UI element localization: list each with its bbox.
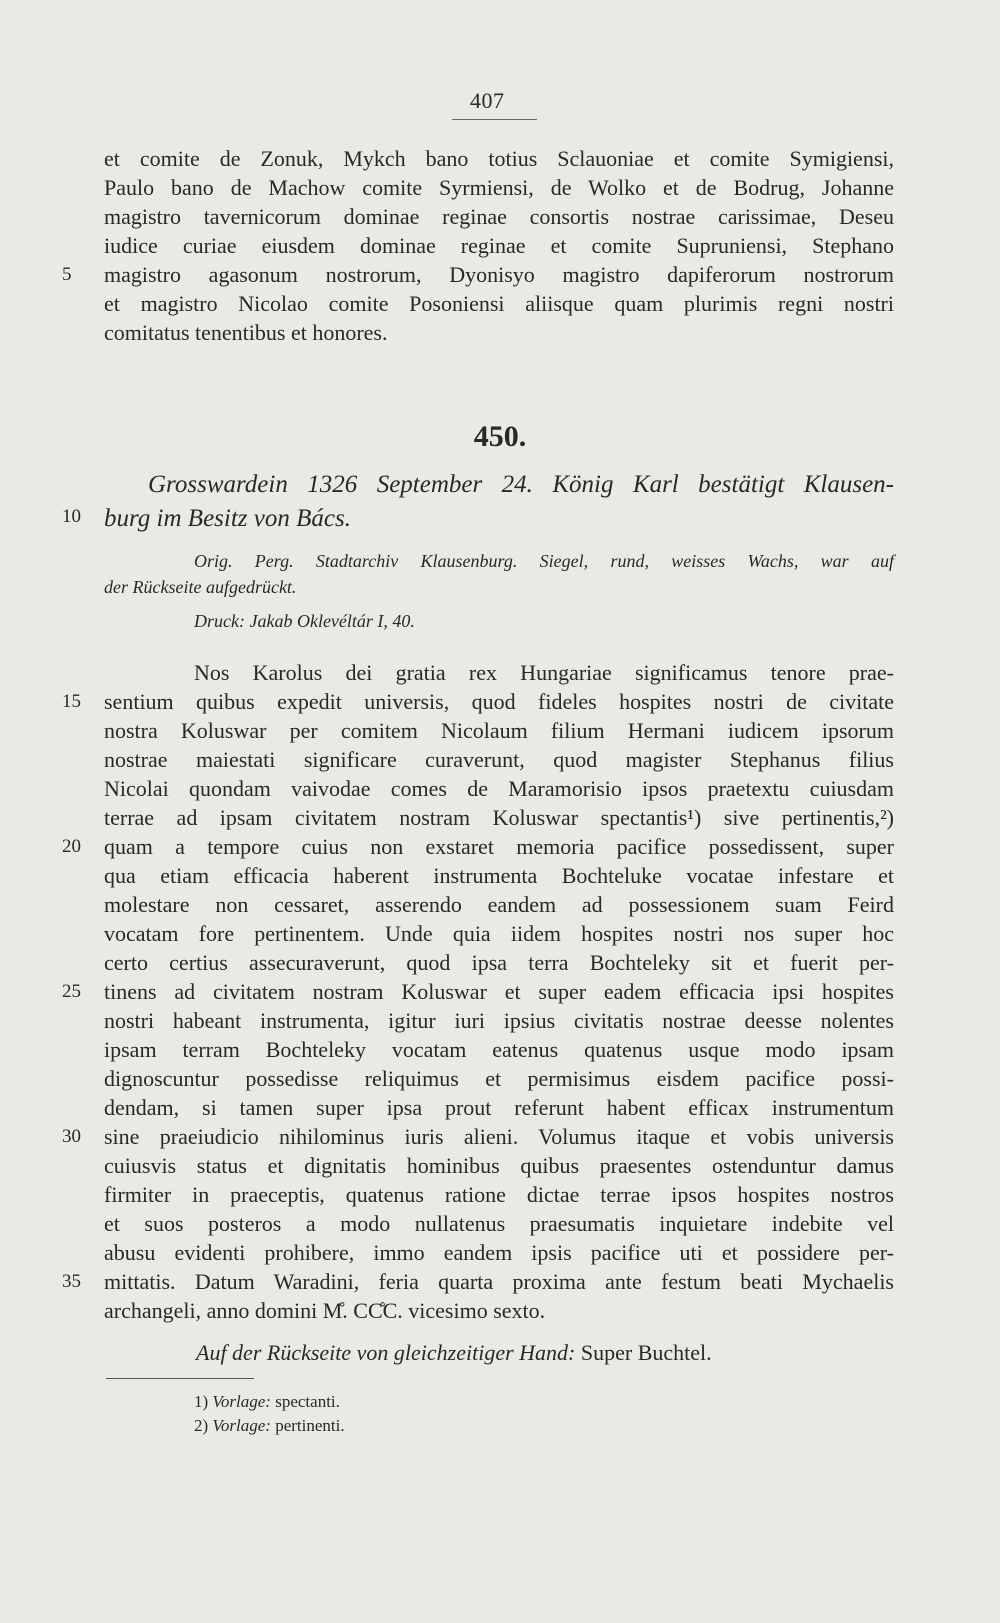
text-line: qua etiam efficacia haberent instrumenta Bochteluke vocatae infestare et bbox=[104, 863, 894, 888]
footnote-text: spectanti. bbox=[275, 1392, 340, 1411]
footnote-mark: 2) bbox=[194, 1416, 209, 1435]
text-line: certo certius assecuraverunt, quod ipsa terra Bochteleky sit et fuerit per- bbox=[104, 950, 894, 975]
text-line: et comite de Zonuk, Mykch bano totius Sclauoniae et comite Symigiensi, bbox=[104, 146, 894, 171]
text-line: Paulo bano de Machow comite Syrmiensi, de Wolko et de Bodrug, Johanne bbox=[104, 175, 894, 200]
text-line: vocatam fore pertinentem. Unde quia iidem hospites nostri nos super hoc bbox=[104, 921, 894, 946]
document-title-line1: Grosswardein 1326 September 24. König Karl bestätigt Klausen- bbox=[148, 471, 894, 498]
text-line: et magistro Nicolao comite Posoniensi aliisque quam plurimis regni nostri bbox=[104, 291, 894, 316]
dorsal-note bbox=[196, 1338, 712, 1368]
source-note-line1: Orig. Perg. Stadtarchiv Klausenburg. Siegel, rund, weisses Wachs, war auf bbox=[194, 551, 894, 571]
text-line: archangeli, anno domini M̊. CC̊C. vicesimo sexto. bbox=[104, 1298, 546, 1323]
text-line: dendam, si tamen super ipsa prout referunt habent efficax instrumentum bbox=[104, 1095, 894, 1120]
footnote-text: pertinenti. bbox=[275, 1416, 345, 1435]
text-line: mittatis. Datum Waradini, feria quarta proxima ante festum beati Mychaelis bbox=[104, 1269, 894, 1294]
text-line: ipsam terram Bochteleky vocatam eatenus quatenus usque modo ipsam bbox=[104, 1037, 894, 1062]
page-number: 407 bbox=[470, 88, 505, 113]
text-line: nostri habeant instrumenta, igitur iuri ipsius civitatis nostrae deesse nolentes bbox=[104, 1008, 894, 1033]
dorsal-note-label: Auf der Rückseite von gleichzeitiger Hand: bbox=[196, 1340, 576, 1365]
text-line: quam a tempore cuius non exstaret memoria pacifice possedissent, super bbox=[104, 834, 894, 859]
print-reference: Druck: Jakab Oklevéltár I, 40. bbox=[194, 611, 415, 631]
text-line: magistro tavernicorum dominae reginae consortis nostrae carissimae, Deseu bbox=[104, 204, 894, 229]
text-line: comitatus tenentibus et honores. bbox=[104, 320, 388, 345]
text-line: terrae ad ipsam civitatem nostram Koluswar spectantis¹) sive pertinentis,²) bbox=[104, 805, 894, 830]
document-number: 450. bbox=[473, 420, 527, 453]
footnote-mark: 1) bbox=[194, 1392, 209, 1411]
text-line: Nicolai quondam vaivodae comes de Maramorisio ipsos praetextu cuiusdam bbox=[104, 776, 894, 801]
line-number: 35 bbox=[62, 1271, 81, 1292]
footnote bbox=[194, 1390, 340, 1414]
text-line: cuiusvis status et dignitatis hominibus quibus praesentes ostenduntur damus bbox=[104, 1153, 894, 1178]
line-number: 5 bbox=[62, 264, 72, 285]
text-line: Nos Karolus dei gratia rex Hungariae significamus tenore prae- bbox=[194, 660, 894, 685]
text-line: et suos posteros a modo nullatenus praesumatis inquietare indebite vel bbox=[104, 1211, 894, 1236]
line-number: 20 bbox=[62, 836, 81, 857]
text-line: magistro agasonum nostrorum, Dyonisyo magistro dapiferorum nostrorum bbox=[104, 262, 894, 287]
text-line: sentium quibus expedit universis, quod fideles hospites nostri de civitate bbox=[104, 689, 894, 714]
page-number-rule bbox=[452, 119, 537, 120]
text-line: tinens ad civitatem nostram Koluswar et super eadem efficacia ipsi hospites bbox=[104, 979, 894, 1004]
line-number: 30 bbox=[62, 1126, 81, 1147]
text-line: abusu evidenti prohibere, immo eandem ipsis pacifice uti et possidere per- bbox=[104, 1240, 894, 1265]
text-line: iudice curiae eiusdem dominae reginae et comite Supruniensi, Stephano bbox=[104, 233, 894, 258]
footnote bbox=[194, 1414, 345, 1438]
line-number: 10 bbox=[62, 506, 81, 527]
text-line: firmiter in praeceptis, quatenus ratione dictae terrae ipsos hospites nostros bbox=[104, 1182, 894, 1207]
dorsal-note-text: Super Buchtel. bbox=[580, 1340, 712, 1365]
footnote-label: Vorlage: bbox=[212, 1392, 271, 1411]
line-number: 15 bbox=[62, 691, 81, 712]
footnote-rule bbox=[106, 1378, 254, 1379]
text-line: dignoscuntur possedisse reliquimus et permisimus eisdem pacifice possi- bbox=[104, 1066, 894, 1091]
text-line: sine praeiudicio nihilominus iuris alieni. Volumus itaque et vobis universis bbox=[104, 1124, 894, 1149]
footnote-label: Vorlage: bbox=[212, 1416, 271, 1435]
source-note-line2: der Rückseite aufgedrückt. bbox=[104, 577, 297, 597]
line-number: 25 bbox=[62, 981, 81, 1002]
text-line: molestare non cessaret, asserendo eandem ad possessionem suam Feird bbox=[104, 892, 894, 917]
text-line: nostra Koluswar per comitem Nicolaum filium Hermani iudicem ipsorum bbox=[104, 718, 894, 743]
document-title-line2: burg im Besitz von Bács. bbox=[104, 505, 351, 532]
text-line: nostrae maiestati significare curaverunt, quod magister Stephanus filius bbox=[104, 747, 894, 772]
